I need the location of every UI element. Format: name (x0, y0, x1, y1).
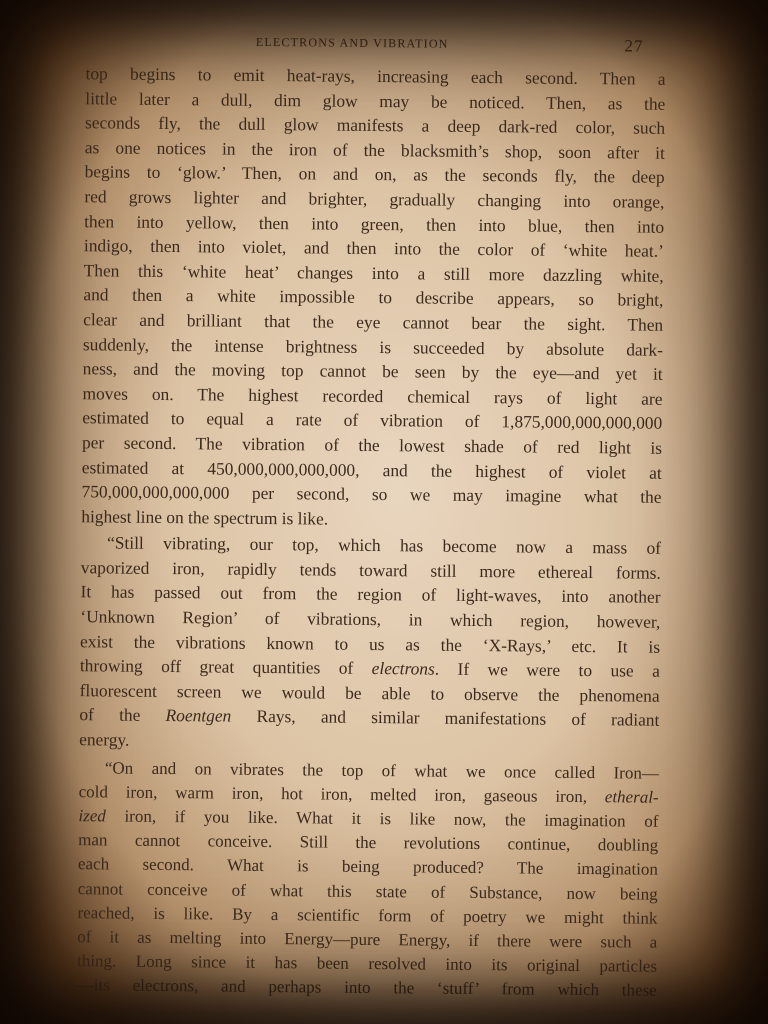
page-number: 27 (624, 36, 644, 56)
text-line: fluorescent screen we would be able to observe the phenomena (79, 680, 660, 706)
text-line: of it as melting into Energy—pure Energy, if there were such a (77, 927, 658, 952)
paragraph-3 (77, 756, 659, 1004)
paragraph-2 (79, 530, 661, 757)
text-line: ‘Unknown Region’ of vibrations, in which region, however, (80, 606, 661, 632)
text-line: top begins to emit heat-rays, increasing each second. Then a (85, 63, 666, 89)
text-line: red grows lighter and brighter, gradually changing into orange, (84, 186, 665, 212)
text-line: exist the vibrations known to us as the ‘X-Rays,’ etc. It is (80, 630, 661, 657)
text-run: of the (79, 704, 166, 726)
running-head (86, 27, 666, 57)
body-text (77, 61, 666, 1003)
text-line: energy. (79, 729, 130, 750)
text-line: little later a dull, dim glow may be noticed. Then, as the (85, 87, 666, 114)
text-line: indigo, then into violet, and then into the color of ‘white heat.’ (83, 235, 664, 261)
text-line: ness, and the moving top cannot be seen by the eye—and yet it (82, 358, 663, 384)
text-line: thing. Long since it has been resolved into its original particles (76, 951, 658, 976)
text-line: estimated at 450,000,000,000,000, and the highest of violet at (81, 456, 662, 483)
text-line: and then a white impossible to describe appears, so bright, (83, 284, 664, 311)
text-line: It has passed out from the region of light-waves, into another (80, 581, 661, 608)
text-line: per second. The vibration of the lowest shade of red light is (81, 432, 663, 458)
text-line: highest line on the spectrum is like. (81, 505, 329, 529)
text-line: suddenly, the intense brightness is succeeded by absolute dark- (82, 333, 664, 360)
text-line: cannot conceive of what this state of Substance, now being (77, 878, 658, 904)
text-line: seconds fly, the dull glow manifests a deep dark-red color, such (85, 112, 666, 138)
text-line: “Still vibrating, our top, which has become now a mass of (106, 532, 662, 559)
text-line: vaporized iron, rapidly tends toward still more ethereal forms. (80, 557, 661, 583)
running-title: ELECTRONS AND VIBRATION (255, 34, 449, 51)
text-run: cold iron, warm iron, hot iron, melted iron, gaseous iron, (78, 782, 605, 807)
italic-term: etheral- (604, 787, 659, 807)
text-line: 750,000,000,000,000 per second, so we may imagine what the (81, 481, 662, 507)
book-page (77, 27, 666, 1023)
text-line: —its electrons, and perhaps into the ‘stuff’ from which these (76, 975, 657, 1001)
text-line: estimated to equal a rate of vibration of 1,875,000,000,000,000 (82, 407, 663, 434)
italic-term: ized (78, 806, 106, 826)
text-line: then into yellow, then into green, then into blue, then into (84, 210, 665, 237)
text-line: each second. What is being produced? The imagination (77, 854, 659, 880)
italic-term: Roentgen (165, 705, 232, 727)
text-line: moves on. The highest recorded chemical rays of light are (82, 382, 663, 409)
text-line: man cannot conceive. Still the revolutions continue, doubling (78, 830, 659, 855)
text-run: Rays, and similar manifestations of radiant (231, 706, 660, 731)
text-run: iron, if you like. What it is like now, the imagination of (105, 806, 659, 831)
italic-term: electrons (371, 658, 435, 679)
text-line: as one notices in the iron of the blacksmith’s shop, soon after it (84, 136, 665, 163)
text-run: throwing off great quantities of (79, 655, 372, 679)
paragraph-1 (81, 61, 665, 534)
text-line: “On and on vibrates the top of what we once called Iron— (104, 758, 659, 783)
text-line: clear and brilliant that the eye cannot bear the sight. Then (83, 309, 664, 335)
text-line: begins to ‘glow.’ Then, on and on, as the seconds fly, the deep (84, 161, 665, 188)
text-run: . If we were to use a (434, 658, 660, 682)
text-line: Then this ‘white heat’ changes into a still more dazzling white, (83, 259, 664, 286)
text-line: reached, is like. By a scientific form of poetry we might think (77, 903, 658, 928)
